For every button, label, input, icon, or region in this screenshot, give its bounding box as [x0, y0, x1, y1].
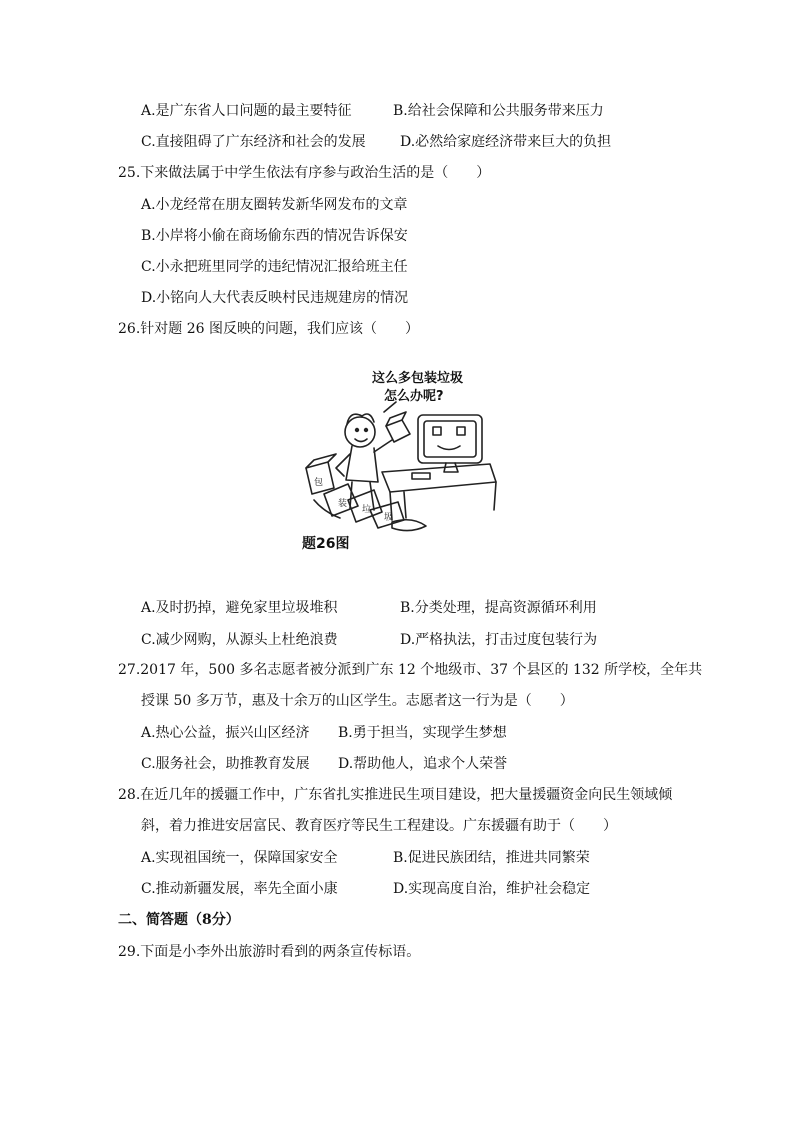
q24-option-a: A.是广东省人口问题的最主要特征 [141, 103, 352, 119]
q27-option-b: B.勇于担当，实现学生梦想 [338, 725, 507, 741]
q25-option-c: C.小永把班里同学的违纪情况汇报给班主任 [141, 259, 408, 275]
q25-option-a: A.小龙经常在朋友圈转发新华网发布的文章 [141, 197, 408, 213]
desk-illustration [382, 464, 496, 520]
figure-bubble-line1: 这么多包装垃圾 [372, 371, 464, 386]
figure-bubble-line2: 怎么办呢? [384, 389, 444, 404]
q28-option-c: C.推动新疆发展，率先全面小康 [141, 881, 338, 897]
q27-stem-line1: 27.2017 年，500 多名志愿者被分派到广东 12 个地级市、37 个县区的 132 所学校，全年共 [118, 662, 703, 678]
q26-option-b: B.分类处理，提高资源循环利用 [400, 600, 597, 616]
q26-option-c: C.减少网购，从源头上杜绝浪费 [141, 632, 338, 648]
q24-option-c: C.直接阻碍了广东经济和社会的发展 [141, 134, 366, 150]
q25-option-b: B.小岸将小偷在商场偷东西的情况告诉保安 [141, 228, 408, 244]
q27-option-c: C.服务社会，助推教育发展 [141, 756, 310, 772]
box-char-1: 包 [314, 478, 324, 488]
q28-stem-line1: 28.在近几年的援疆工作中，广东省扎实推进民生项目建设，把大量援疆资金向民生领域倾 [118, 787, 673, 803]
q28-option-a: A.实现祖国统一，保障国家安全 [141, 850, 338, 866]
q27-option-d: D.帮助他人，追求个人荣誉 [338, 756, 508, 772]
q29-stem: 29.下面是小李外出旅游时看到的两条宣传标语。 [118, 944, 421, 960]
section-2-title: 二、简答题（8分） [118, 912, 240, 928]
q25-option-d: D.小铭向人大代表反映村民违规建房的情况 [141, 290, 409, 306]
person-illustration [336, 414, 392, 510]
q26-option-d: D.严格执法，打击过度包装行为 [400, 632, 598, 648]
q27-option-a: A.热心公益，振兴山区经济 [141, 725, 310, 741]
held-box-illustration [386, 412, 410, 442]
box-char-3: 垃 [362, 505, 372, 515]
q28-option-b: B.促进民族团结，推进共同繁荣 [393, 850, 590, 866]
box-char-4: 圾 [384, 513, 394, 523]
figure-caption: 题26图 [302, 536, 350, 552]
q28-stem-line2: 斜，着力推进安居富民、教育医疗等民生工程建设。广东援疆有助于（ ） [141, 818, 617, 834]
q26-cartoon-figure [300, 360, 500, 555]
q26-stem: 26.针对题 26 图反映的问题，我们应该（ ） [118, 321, 419, 337]
q24-option-d: D.必然给家庭经济带来巨大的负担 [400, 134, 612, 150]
q28-option-d: D.实现高度自治，维护社会稳定 [393, 881, 591, 897]
monitor-illustration [418, 415, 482, 472]
q26-option-a: A.及时扔掉，避免家里垃圾堆积 [141, 600, 338, 616]
box-char-2: 装 [338, 499, 348, 509]
q25-stem: 25.下来做法属于中学生依法有序参与政治生活的是（ ） [118, 165, 491, 181]
package-pile-illustration [306, 454, 426, 531]
q24-option-b: B.给社会保障和公共服务带来压力 [393, 103, 604, 119]
q27-stem-line2: 授课 50 多万节，惠及十余万的山区学生。志愿者这一行为是（ ） [141, 693, 574, 709]
